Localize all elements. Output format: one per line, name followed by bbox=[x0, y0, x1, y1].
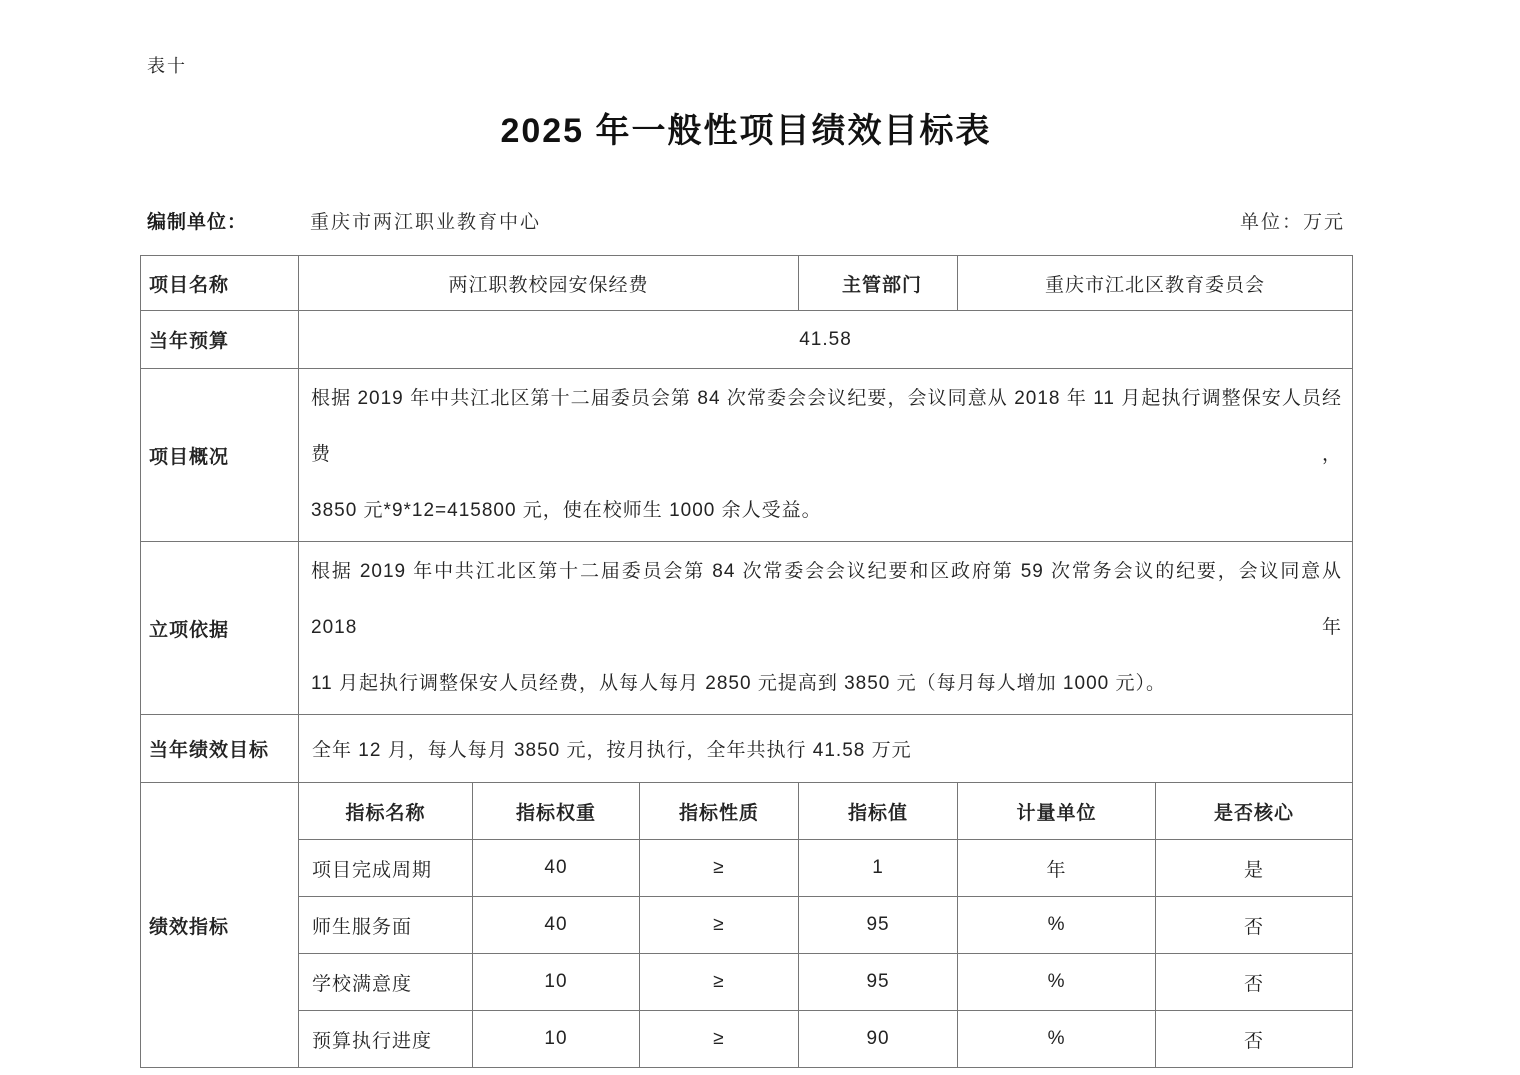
indicator-name: 师生服务面 bbox=[299, 897, 473, 954]
indicator-weight: 40 bbox=[473, 840, 640, 897]
row-budget bbox=[141, 311, 1353, 369]
indicator-header-name: 指标名称 bbox=[299, 783, 473, 840]
row-goal bbox=[141, 715, 1353, 783]
performance-target-table bbox=[140, 255, 1353, 1068]
unit-note: 单位：万元 bbox=[1239, 212, 1345, 233]
indicator-value: 95 bbox=[799, 954, 958, 1011]
indicator-header-value: 指标值 bbox=[799, 783, 958, 840]
indicator-unit: % bbox=[958, 1011, 1156, 1068]
overview-label: 项目概况 bbox=[141, 369, 299, 542]
indicator-nature: ≥ bbox=[640, 840, 799, 897]
indicator-value: 1 bbox=[799, 840, 958, 897]
indicator-nature: ≥ bbox=[640, 1011, 799, 1068]
project-name-label: 项目名称 bbox=[141, 256, 299, 311]
basis-line-2: 11 月起执行调整保安人员经费，从每人每月 2850 元提高到 3850 元（每月每人增加 1000 元）。 bbox=[311, 673, 1166, 694]
indicator-row bbox=[141, 897, 1353, 954]
indicator-header-weight: 指标权重 bbox=[473, 783, 640, 840]
indicator-value: 90 bbox=[799, 1011, 958, 1068]
row-overview bbox=[141, 369, 1353, 542]
indicators-label: 绩效指标 bbox=[141, 783, 299, 1068]
basis-label: 立项依据 bbox=[141, 542, 299, 715]
meta-row bbox=[140, 207, 1352, 234]
indicator-header-core: 是否核心 bbox=[1156, 783, 1353, 840]
indicator-header-unit: 计量单位 bbox=[958, 783, 1156, 840]
indicator-name: 学校满意度 bbox=[299, 954, 473, 1011]
overview-line-2: 3850 元*9*12=415800 元，使在校师生 1000 余人受益。 bbox=[311, 500, 822, 521]
indicator-header-row bbox=[141, 783, 1353, 840]
project-name-value: 两江职教校园安保经费 bbox=[299, 256, 799, 311]
indicator-nature: ≥ bbox=[640, 897, 799, 954]
prepared-by bbox=[147, 207, 541, 234]
indicator-core: 否 bbox=[1156, 1011, 1353, 1068]
indicator-core: 是 bbox=[1156, 840, 1353, 897]
dept-value: 重庆市江北区教育委员会 bbox=[958, 256, 1353, 311]
indicator-weight: 40 bbox=[473, 897, 640, 954]
basis-line-1: 根据 2019 年中共江北区第十二届委员会第 84 次常委会会议纪要和区政府第 59 次常务会议的纪要，会议同意从 2018 年 bbox=[311, 561, 1343, 638]
indicator-row bbox=[141, 954, 1353, 1011]
indicator-header-nature: 指标性质 bbox=[640, 783, 799, 840]
dept-label: 主管部门 bbox=[799, 256, 958, 311]
prepared-by-value: 重庆市两江职业教育中心 bbox=[310, 212, 542, 233]
indicator-core: 否 bbox=[1156, 897, 1353, 954]
overview-line-1: 根据 2019 年中共江北区第十二届委员会第 84 次常委会会议纪要，会议同意从 2018 年 11 月起执行调整保安人员经费， bbox=[311, 388, 1343, 465]
indicator-unit: 年 bbox=[958, 840, 1156, 897]
row-project-name bbox=[141, 256, 1353, 311]
indicator-weight: 10 bbox=[473, 954, 640, 1011]
budget-label: 当年预算 bbox=[141, 311, 299, 369]
indicator-value: 95 bbox=[799, 897, 958, 954]
page-tag: 表十 bbox=[147, 56, 187, 76]
indicator-name: 预算执行进度 bbox=[299, 1011, 473, 1068]
indicator-row bbox=[141, 840, 1353, 897]
prepared-by-label: 编制单位： bbox=[147, 212, 248, 233]
indicator-unit: % bbox=[958, 954, 1156, 1011]
indicator-name: 项目完成周期 bbox=[299, 840, 473, 897]
goal-label: 当年绩效目标 bbox=[141, 715, 299, 783]
basis-text bbox=[299, 542, 1353, 715]
indicator-core: 否 bbox=[1156, 954, 1353, 1011]
indicator-row bbox=[141, 1011, 1353, 1068]
overview-text bbox=[299, 369, 1353, 542]
indicator-unit: % bbox=[958, 897, 1156, 954]
indicator-nature: ≥ bbox=[640, 954, 799, 1011]
goal-text: 全年 12 月，每人每月 3850 元，按月执行，全年共执行 41.58 万元 bbox=[299, 715, 1353, 783]
budget-value: 41.58 bbox=[299, 311, 1353, 369]
indicator-weight: 10 bbox=[473, 1011, 640, 1068]
document-title: 2025 年一般性项目绩效目标表 bbox=[500, 112, 992, 150]
row-basis bbox=[141, 542, 1353, 715]
